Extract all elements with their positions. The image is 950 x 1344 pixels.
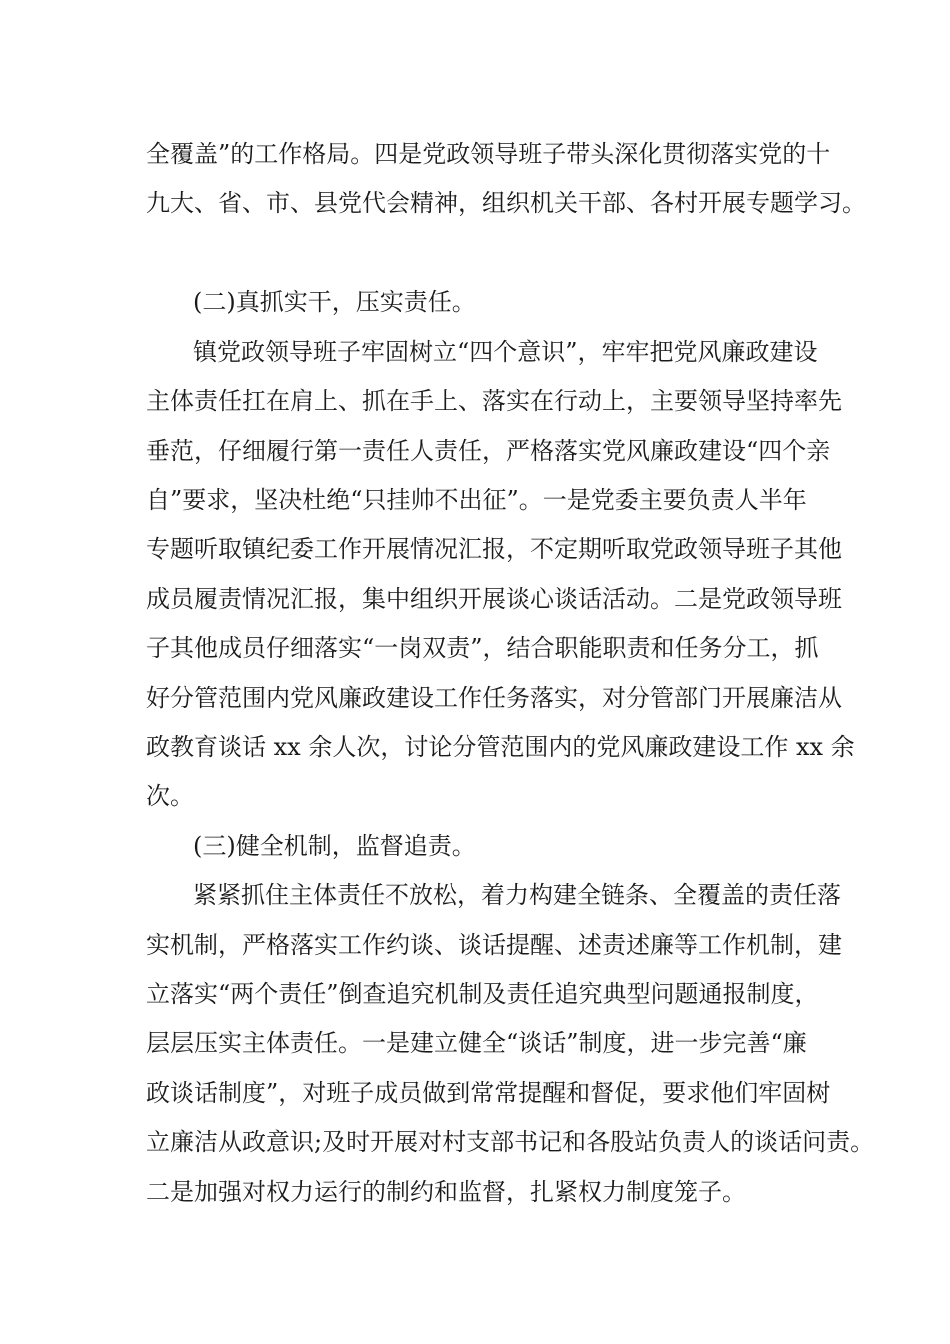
text-line: 全覆盖”的工作格局。四是党政领导班子带头深化贯彻落实党的十 [146,140,831,168]
text-line: 政教育谈话 xx 余人次，讨论分管范围内的党风廉政建设工作 xx 余 [146,733,855,761]
section-heading: (三)健全机制，监督追责。 [193,832,476,860]
text-line: 专题听取镇纪委工作开展情况汇报，不定期听取党政领导班子其他 [146,535,842,563]
text-line: 成员履责情况汇报，集中组织开展谈心谈话活动。二是党政领导班 [146,585,842,613]
text-line: 子其他成员仔细落实“一岗双责”，结合职能职责和任务分工，抓 [146,634,819,662]
text-line: 实机制，严格落实工作约谈、谈话提醒、述责述廉等工作机制，建 [146,931,842,959]
text-line: 政谈话制度”，对班子成员做到常常提醒和督促，要求他们牢固树 [146,1079,831,1107]
text-line: 自”要求，坚决杜绝“只挂帅不出征”。一是党委主要负责人半年 [146,486,807,514]
paragraph-first-line: 镇党政领导班子牢固树立“四个意识”，牢牢把党风廉政建设 [193,338,818,366]
text-line: 二是加强对权力运行的制约和监督，扎紧权力制度笼子。 [146,1178,746,1206]
text-line: 立落实“两个责任”倒查追究机制及责任追究典型问题通报制度， [146,980,819,1008]
text-line: 好分管范围内党风廉政建设工作任务落实，对分管部门开展廉洁从 [146,684,842,712]
text-line: 层层压实主体责任。一是建立健全“谈话”制度，进一步完善“廉 [146,1029,807,1057]
text-line: 主体责任扛在肩上、抓在手上、落实在行动上，主要领导坚持率先 [146,387,842,415]
text-line: 垂范，仔细履行第一责任人责任，严格落实党风廉政建设“四个亲 [146,437,831,465]
section-heading: (二)真抓实干，压实责任。 [193,288,476,316]
text-line: 次。 [146,782,194,810]
text-line: 九大、省、市、县党代会精神，组织机关干部、各村开展专题学习。 [146,189,866,217]
paragraph-first-line: 紧紧抓住主体责任不放松，着力构建全链条、全覆盖的责任落 [193,881,841,909]
text-line: 立廉洁从政意识;及时开展对村支部书记和各股站负责人的谈话问责。 [146,1128,875,1156]
